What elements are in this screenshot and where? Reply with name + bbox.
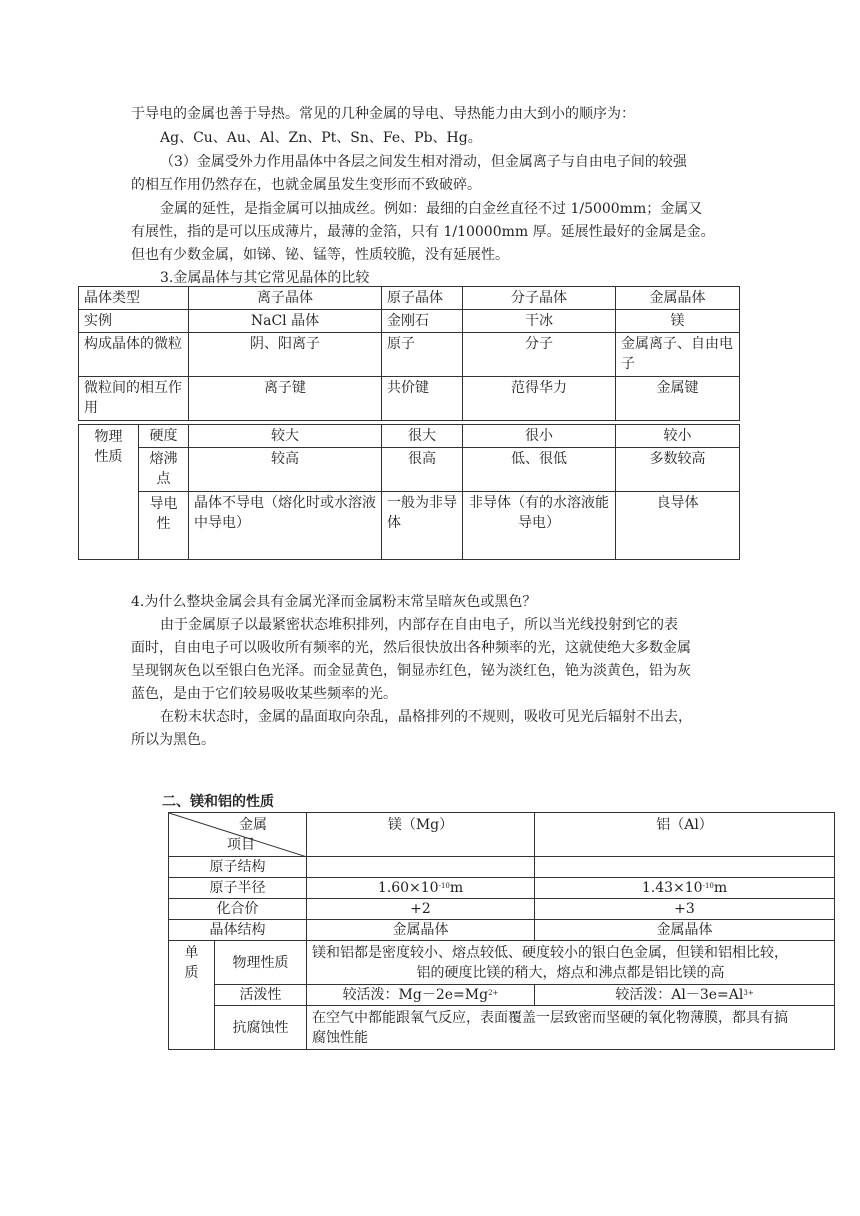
table-row bbox=[169, 899, 835, 920]
section4-line: 由于金属原子以最紧密状态堆积排列，内部存在自由电子，所以当光线投射到它的表 bbox=[160, 617, 678, 633]
al-ion-charge: 3+ bbox=[743, 989, 754, 997]
intro-line-7: 但也有少数金属，如锑、铋、锰等，性质较脆，没有延展性。 bbox=[131, 247, 509, 263]
table-cell: 金属晶体 bbox=[535, 920, 835, 941]
header-cell: 镁（Mg） bbox=[307, 813, 535, 857]
al-radius: 1.43×10 bbox=[641, 880, 703, 896]
section4-line: 呈现钢灰色以至银白色光泽。而金显黄色，铜显赤红色，铋为淡红色，铯为淡黄色，铅为灰 bbox=[131, 663, 691, 679]
mg-al-properties-table bbox=[168, 812, 835, 1050]
row-label: 抗腐蚀性 bbox=[215, 1006, 307, 1050]
corrosion-text-line: 腐蚀性能 bbox=[312, 1029, 368, 1046]
diagonal-header-cell bbox=[169, 813, 307, 857]
table-cell: 离子键 bbox=[189, 377, 382, 421]
row-label: 原子结构 bbox=[169, 857, 307, 878]
physical-properties-table bbox=[78, 424, 740, 560]
table-cell: 较高 bbox=[189, 448, 382, 492]
table-cell bbox=[535, 857, 835, 878]
row-label: 晶体结构 bbox=[169, 920, 307, 941]
mg-radius-exponent: -10 bbox=[438, 882, 450, 890]
mg-ion-charge: 2+ bbox=[488, 989, 499, 997]
table-cell: 一般为非导体 bbox=[382, 492, 463, 560]
al-activity: 较活泼：Al－3e=Al bbox=[615, 987, 744, 1003]
table-row bbox=[169, 1006, 835, 1050]
table-cell bbox=[535, 985, 835, 1006]
table-cell: 干冰 bbox=[463, 310, 616, 333]
diagonal-header-bottom: 项目 bbox=[227, 837, 255, 853]
row-label: 化合价 bbox=[169, 899, 307, 920]
al-radius-unit: m bbox=[713, 880, 728, 896]
header-cell: 分子晶体 bbox=[463, 287, 616, 310]
table-cell: 很大 bbox=[382, 425, 463, 448]
table-cell: 很小 bbox=[463, 425, 616, 448]
mg-radius-unit: m bbox=[449, 880, 464, 896]
mg-radius: 1.60×10 bbox=[377, 880, 439, 896]
table-row bbox=[79, 425, 740, 448]
table-cell bbox=[307, 878, 535, 899]
row-label: 硬度 bbox=[139, 425, 189, 448]
table-cell: 原子 bbox=[382, 333, 463, 377]
table-cell: 范得华力 bbox=[463, 377, 616, 421]
table-cell bbox=[307, 985, 535, 1006]
table-row bbox=[79, 287, 740, 310]
row-label: 活泼性 bbox=[215, 985, 307, 1006]
table-row bbox=[169, 857, 835, 878]
physical-properties-label: 物理性质 bbox=[79, 425, 139, 560]
intro-line-2: Ag、Cu、Au、Al、Zn、Pt、Sn、Fe、Pb、Hg。 bbox=[160, 130, 482, 146]
al-radius-exponent: -10 bbox=[702, 882, 714, 890]
table-row bbox=[169, 813, 835, 857]
intro-line-6: 有展性，指的是可以压成薄片，最薄的金箔，只有 1/10000mm 厚。延展性最好的金属是金。 bbox=[131, 224, 715, 240]
table-cell: 金刚石 bbox=[382, 310, 463, 333]
row-label: 原子半径 bbox=[169, 878, 307, 899]
table-row bbox=[169, 941, 835, 985]
table-row bbox=[79, 333, 740, 377]
table-cell: 金属离子、自由电子 bbox=[616, 333, 740, 377]
table-cell: +2 bbox=[307, 899, 535, 920]
single-substance-label: 单质 bbox=[169, 941, 215, 1050]
table-cell: 多数较高 bbox=[616, 448, 740, 492]
table-row bbox=[79, 310, 740, 333]
corrosion-text-line: 在空气中都能跟氧气反应，表面覆盖一层致密而坚硬的氧化物薄膜，都具有搞 bbox=[312, 1009, 788, 1026]
row-label: 微粒间的相互作用 bbox=[79, 377, 189, 421]
table-cell: 金属晶体 bbox=[307, 920, 535, 941]
table-cell: 镁 bbox=[616, 310, 740, 333]
table-cell: 阴、阳离子 bbox=[189, 333, 382, 377]
phys-text-line: 镁和铝都是密度较小、熔点较低、硬度较小的银白色金属，但镁和铝相比较， bbox=[312, 944, 788, 961]
table-cell: 低、很低 bbox=[463, 448, 616, 492]
table-row bbox=[79, 377, 740, 421]
intro-line-1: 于导电的金属也善于导热。常见的几种金属的导电、导热能力由大到小的顺序为： bbox=[131, 106, 635, 122]
table-cell: NaCl 晶体 bbox=[189, 310, 382, 333]
header-cell: 铝（Al） bbox=[535, 813, 835, 857]
table-cell: 良导体 bbox=[616, 492, 740, 560]
table-row bbox=[169, 985, 835, 1006]
header-cell: 晶体类型 bbox=[79, 287, 189, 310]
row-label: 导电性 bbox=[139, 492, 189, 560]
intro-line-5: 金属的延性，是指金属可以抽成丝。例如：最细的白金丝直径不过 1/5000mm；金属又 bbox=[160, 201, 703, 217]
table1-caption: 3.金属晶体与其它常见晶体的比较 bbox=[160, 270, 370, 286]
intro-line-3: （3）金属受外力作用晶体中各层之间发生相对滑动，但金属离子与自由电子间的较强 bbox=[160, 154, 687, 170]
table-cell: +3 bbox=[535, 899, 835, 920]
row-label: 熔沸点 bbox=[139, 448, 189, 492]
row-label: 构成晶体的微粒 bbox=[79, 333, 189, 377]
table-cell bbox=[535, 878, 835, 899]
diagonal-header-top: 金属 bbox=[239, 817, 267, 833]
header-cell: 金属晶体 bbox=[616, 287, 740, 310]
table-cell: 较小 bbox=[616, 425, 740, 448]
table-cell: 分子 bbox=[463, 333, 616, 377]
section4-question: 4.为什么整块金属会具有金属光泽而金属粉末常呈暗灰色或黑色？ bbox=[131, 594, 537, 610]
section4-line: 在粉末状态时，金属的晶面取向杂乱，晶格排列的不规则，吸收可见光后辐射不出去， bbox=[160, 709, 692, 725]
section-heading: 二、镁和铝的性质 bbox=[162, 794, 274, 810]
row-label: 物理性质 bbox=[215, 941, 307, 985]
table-row bbox=[79, 448, 740, 492]
table-cell: 非导体（有的水溶液能导电） bbox=[463, 492, 616, 560]
table-cell: 金属键 bbox=[616, 377, 740, 421]
section4-line: 面时，自由电子可以吸收所有频率的光，然后很快放出各种频率的光，这就使绝大多数金属 bbox=[131, 640, 691, 656]
crystal-comparison-table bbox=[78, 286, 740, 421]
table-cell: 很高 bbox=[382, 448, 463, 492]
section4-line: 所以为黑色。 bbox=[131, 732, 215, 748]
header-cell: 原子晶体 bbox=[382, 287, 463, 310]
header-cell: 离子晶体 bbox=[189, 287, 382, 310]
table-cell: 晶体不导电（熔化时或水溶液中导电） bbox=[189, 492, 382, 560]
intro-line-4: 的相互作用仍然存在，也就金属虽发生变形而不致破碎。 bbox=[131, 177, 481, 193]
table-row bbox=[79, 492, 740, 560]
table-cell: 较大 bbox=[189, 425, 382, 448]
row-label: 实例 bbox=[79, 310, 189, 333]
table-cell: 共价键 bbox=[382, 377, 463, 421]
table-cell bbox=[307, 1006, 835, 1050]
table-row bbox=[169, 920, 835, 941]
section4-line: 蓝色，是由于它们较易吸收某些频率的光。 bbox=[131, 686, 397, 702]
phys-text-line: 铝的硬度比镁的稍大，熔点和沸点都是铝比镁的高 bbox=[416, 964, 725, 981]
table-cell bbox=[307, 941, 835, 985]
table-row bbox=[169, 878, 835, 899]
table-cell bbox=[307, 857, 535, 878]
mg-activity: 较活泼：Mg－2e=Mg bbox=[342, 987, 489, 1003]
